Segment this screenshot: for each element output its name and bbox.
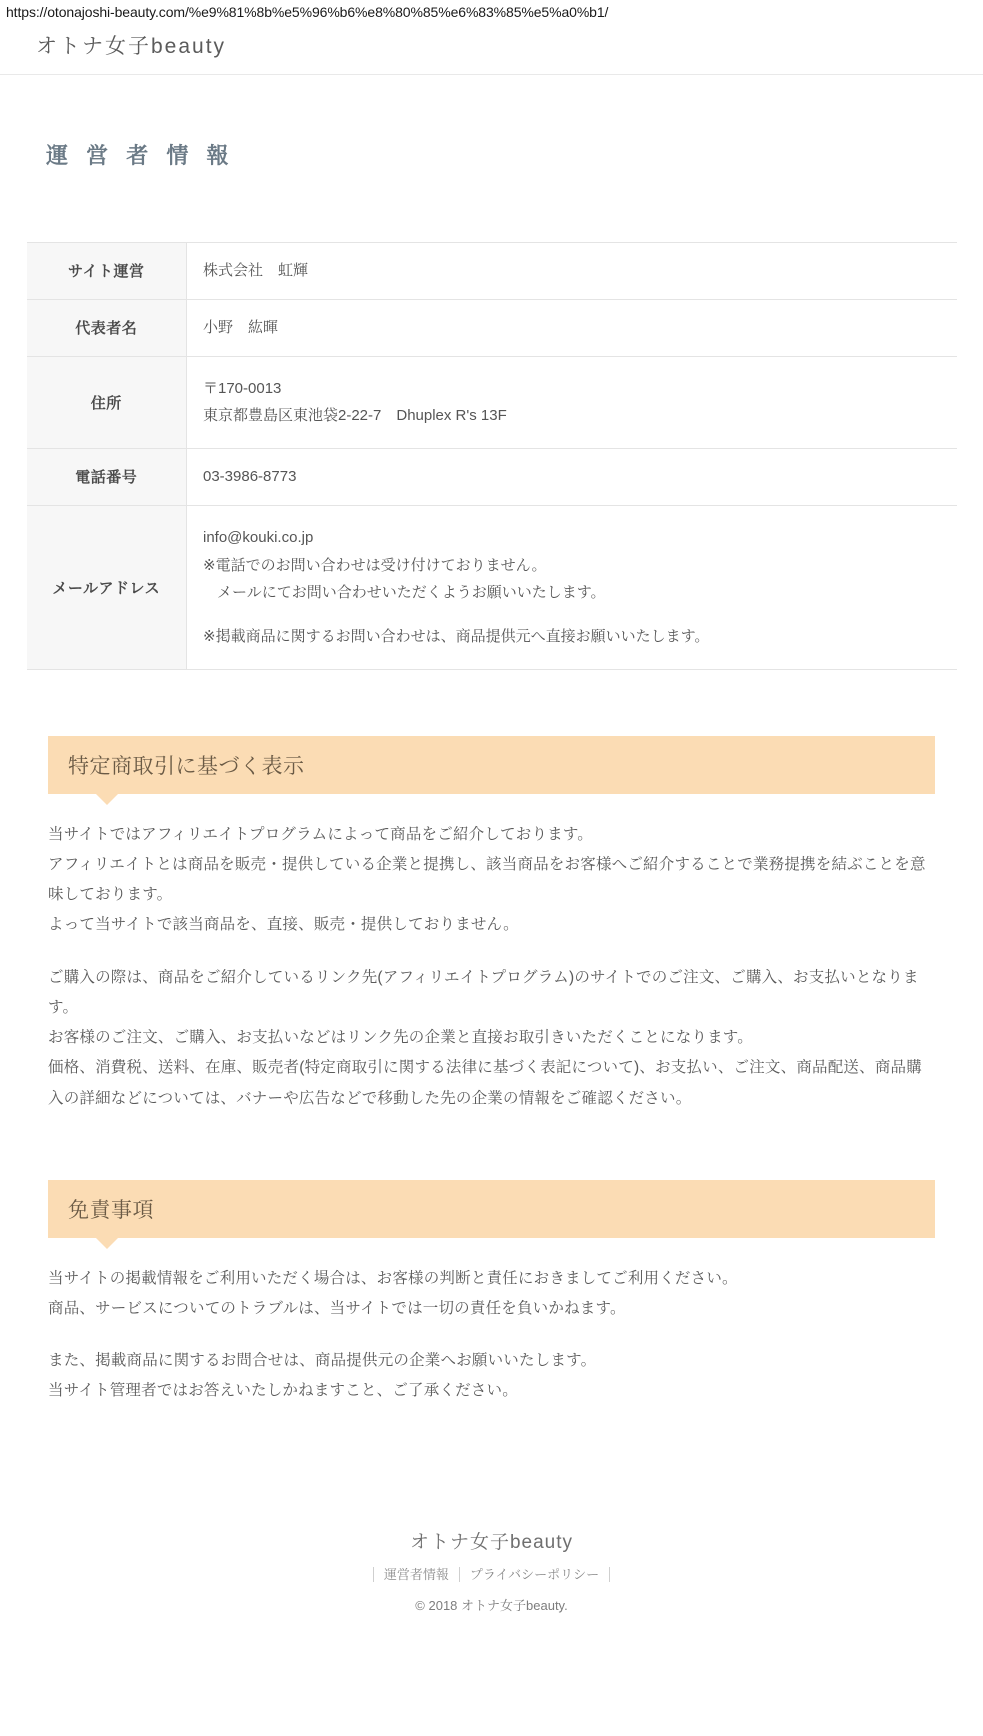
section-heading-tokutei: 特定商取引に基づく表示 <box>48 736 935 794</box>
email-note-1: ※電話でのお問い合わせは受け付けておりません。 <box>203 556 547 574</box>
operator-info-table <box>27 242 957 670</box>
section-body-tokutei <box>48 820 935 1114</box>
row-value-address <box>187 356 957 449</box>
browser-url-bar[interactable]: https://otonajoshi-beauty.com/%e9%81%8b%e5%96%b6%e8%80%85%e6%83%85%e5%a0%b1/ <box>6 4 609 20</box>
row-value-site-operator: 株式会社 虹輝 <box>203 262 309 279</box>
table-row <box>27 505 957 669</box>
row-label-email: メールアドレス <box>27 505 187 669</box>
page-title: 運 営 者 情 報 <box>46 143 235 168</box>
section-heading-menseki: 免責事項 <box>48 1180 935 1238</box>
table-row <box>27 299 957 356</box>
row-value-representative: 小野 紘暉 <box>203 318 279 336</box>
text-line: 価格、消費税、送料、在庫、販売者(特定商取引に関する法律に基づく表記について)、お支払い、ご注文、商品配送、商品購入の詳細などについては、バナーや広告などで移動した先の企業の情報をご確認ください。 <box>48 1059 922 1107</box>
section-body-menseki <box>48 1264 935 1407</box>
text-line: よって当サイトで該当商品を、直接、販売・提供しておりません。 <box>48 916 519 934</box>
row-label-site-operator: サイト運営 <box>27 243 187 300</box>
site-header <box>0 22 983 75</box>
text-line: また、掲載商品に関するお問合せは、商品提供元の企業へお願いいたします。 <box>48 1352 597 1370</box>
address-street: 東京都豊島区東池袋2-22-7 Dhuplex R's 13F <box>203 407 507 425</box>
row-label-address: 住所 <box>27 356 187 449</box>
paragraph <box>48 1264 935 1324</box>
row-value-email <box>187 505 957 669</box>
text-line: 当サイトの掲載情報をご利用いただく場合は、お客様の判断と責任におきましてご利用ください。 <box>48 1269 738 1287</box>
email-note-3: ※掲載商品に関するお問い合わせは、商品提供元へ直接お願いいたします。 <box>203 628 710 645</box>
table-row <box>27 356 957 449</box>
footer-link-operator-info[interactable]: 運営者情報 <box>373 1567 459 1582</box>
text-line: 当サイトではアフィリエイトプログラムによって商品をご紹介しております。 <box>48 825 594 843</box>
text-line: 商品、サービスについてのトラブルは、当サイトでは一切の責任を負いかねます。 <box>48 1299 626 1317</box>
footer-links <box>24 1564 959 1583</box>
footer-copyright: © 2018 オトナ女子beauty. <box>415 1597 568 1613</box>
table-row <box>27 449 957 506</box>
site-title[interactable]: オトナ女子beauty <box>36 35 227 58</box>
site-footer <box>24 1527 959 1632</box>
text-line: ご購入の際は、商品をご紹介しているリンク先(アフィリエイトプログラム)のサイトでのご注文、ご購入、お支払いとなります。 <box>48 968 919 1016</box>
page-content <box>0 139 983 1632</box>
email-address: info@kouki.co.jp <box>203 528 314 546</box>
text-line: アフィリエイトとは商品を販売・提供している企業と提携し、該当商品をお客様へご紹介することで業務提携を結ぶことを意味しております。 <box>48 855 926 904</box>
footer-site-title: オトナ女子beauty <box>409 1531 574 1553</box>
table-row <box>27 243 957 300</box>
paragraph <box>48 963 935 1114</box>
footer-link-privacy-policy[interactable]: プライバシーポリシー <box>459 1567 610 1582</box>
row-value-phone: 03-3986-8773 <box>203 468 297 485</box>
text-line: お客様のご注文、ご購入、お支払いなどはリンク先の企業と直接お取引きいただくことになります。 <box>48 1029 753 1047</box>
row-label-representative: 代表者名 <box>27 299 187 356</box>
paragraph <box>48 820 935 941</box>
text-line: 当サイト管理者ではお答えいたしかねますこと、ご了承ください。 <box>48 1382 518 1400</box>
paragraph <box>48 1346 935 1406</box>
email-note-2: メールにてお問い合わせいただくようお願いいたします。 <box>217 584 606 602</box>
row-label-phone: 電話番号 <box>27 449 187 506</box>
email-note-gap <box>203 607 957 623</box>
address-postal-code: 〒170-0013 <box>203 379 282 397</box>
